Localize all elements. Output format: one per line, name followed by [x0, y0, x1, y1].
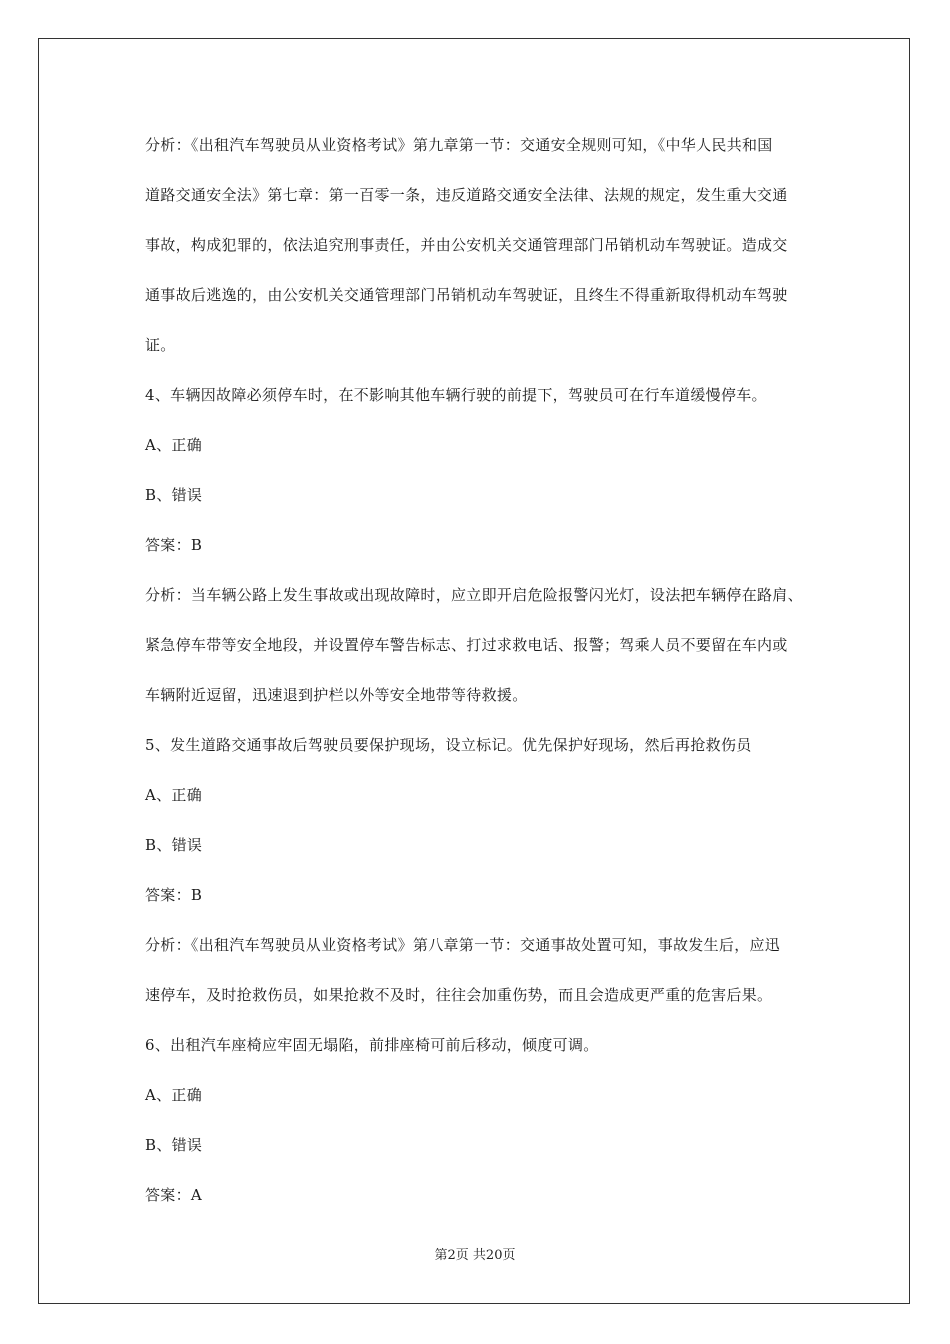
- analysis-q4-line-1: 分析：当车辆公路上发生事故或出现故障时，应立即开启危险报警闪光灯，设法把车辆停在路肩、: [145, 586, 803, 604]
- question-4-option-a: A、正确: [145, 436, 203, 454]
- question-5: 5、发生道路交通事故后驾驶员要保护现场，设立标记。优先保护好现场，然后再抢救伤员: [145, 736, 752, 754]
- question-5-option-a: A、正确: [145, 786, 203, 804]
- question-4-option-b: B、错误: [145, 486, 203, 504]
- analysis-q3-line-5: 证。: [145, 336, 176, 354]
- question-4: 4、车辆因故障必须停车时，在不影响其他车辆行驶的前提下，驾驶员可在行车道缓慢停车。: [145, 386, 767, 404]
- analysis-q3-line-2: 道路交通安全法》第七章：第一百零一条，违反道路交通安全法律、法规的规定，发生重大交通: [145, 186, 788, 204]
- analysis-q4-line-2: 紧急停车带等安全地段，并设置停车警告标志、打过求救电话、报警；驾乘人员不要留在车内或: [145, 636, 788, 654]
- question-5-answer: 答案：B: [145, 886, 203, 904]
- page-number-footer: 第2页 共20页: [434, 1248, 516, 1263]
- analysis-q5-line-1: 分析：《出租汽车驾驶员从业资格考试》第八章第一节：交通事故处置可知，事故发生后，应迅: [145, 936, 781, 954]
- question-5-option-b: B、错误: [145, 836, 203, 854]
- question-6-option-b: B、错误: [145, 1136, 203, 1154]
- document-body: [145, 120, 815, 1220]
- analysis-q3-line-1: 分析：《出租汽车驾驶员从业资格考试》第九章第一节：交通安全规则可知，《中华人民共和国: [145, 136, 773, 154]
- analysis-q5-line-2: 速停车，及时抢救伤员，如果抢救不及时，往往会加重伤势，而且会造成更严重的危害后果。: [145, 986, 773, 1004]
- analysis-q4-line-3: 车辆附近逗留，迅速退到护栏以外等安全地带等待救援。: [145, 686, 528, 704]
- analysis-q3-line-3: 事故，构成犯罪的，依法追究刑事责任，并由公安机关交通管理部门吊销机动车驾驶证。造成交: [145, 236, 788, 254]
- question-4-answer: 答案：B: [145, 536, 203, 554]
- question-6: 6、出租汽车座椅应牢固无塌陷，前排座椅可前后移动，倾度可调。: [145, 1036, 599, 1054]
- question-6-answer: 答案：A: [145, 1186, 203, 1204]
- question-6-option-a: A、正确: [145, 1086, 203, 1104]
- analysis-q3-line-4: 通事故后逃逸的，由公安机关交通管理部门吊销机动车驾驶证，且终生不得重新取得机动车驾驶: [145, 286, 788, 304]
